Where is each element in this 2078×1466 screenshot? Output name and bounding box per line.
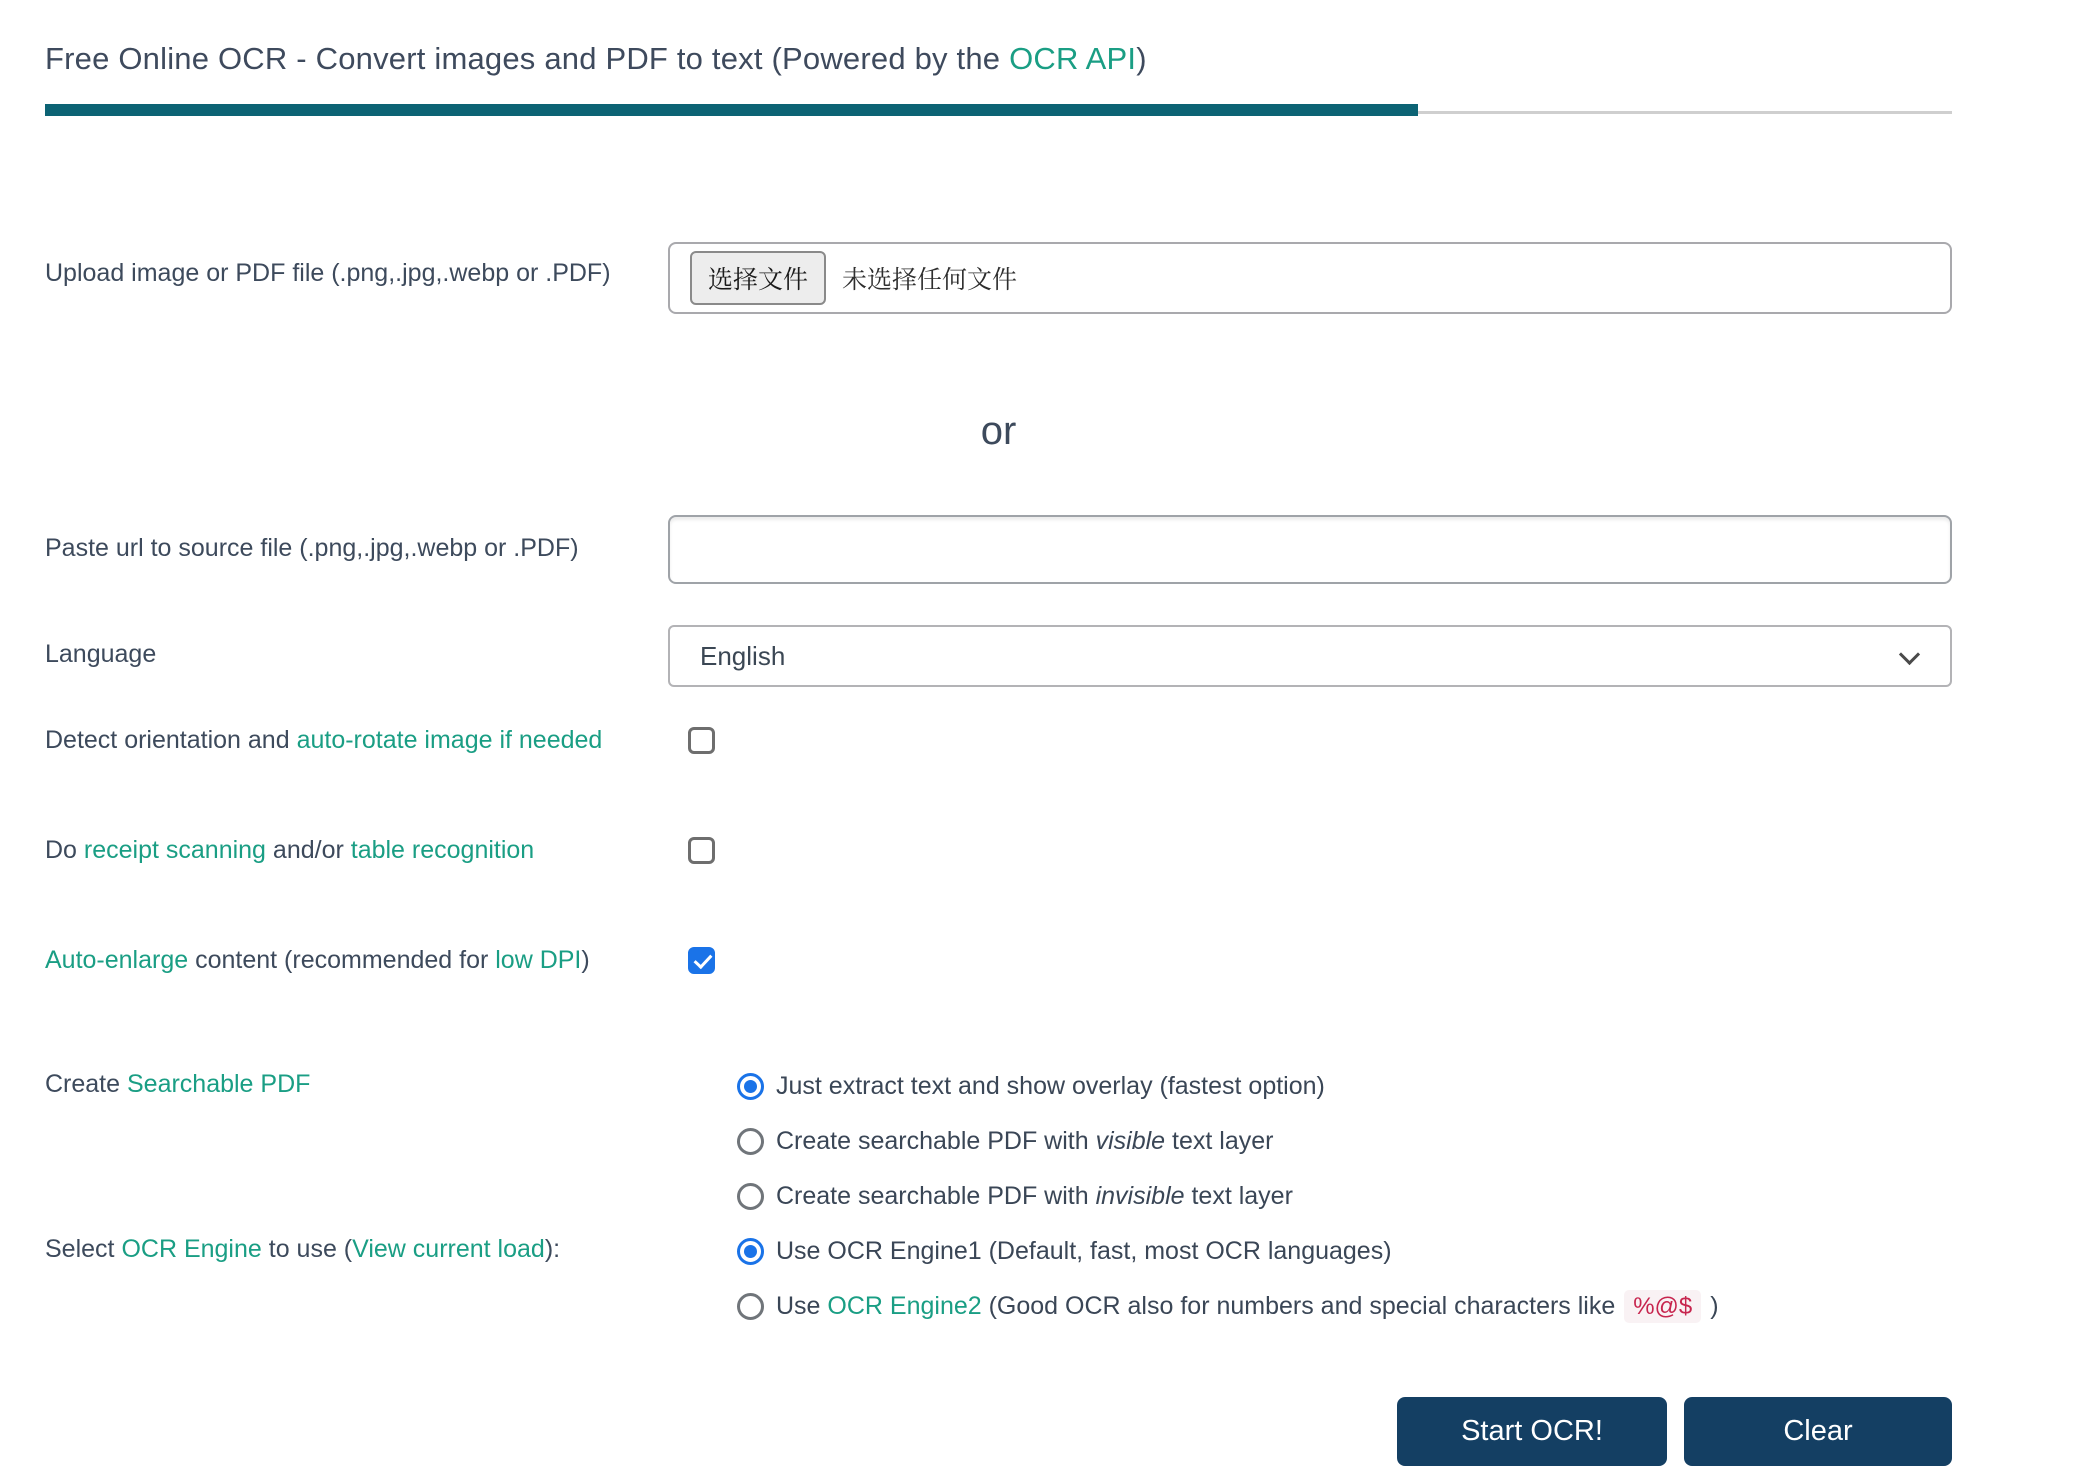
auto-enlarge-suffix-text: ) [581, 946, 590, 974]
divider-teal-bar [45, 104, 1418, 116]
choose-file-button[interactable]: 选择文件 [690, 251, 826, 305]
searchable-pdf-link[interactable]: Searchable PDF [126, 1070, 311, 1098]
ocr-engine-link[interactable]: OCR Engine [121, 1235, 262, 1263]
invisible-layer-radio[interactable] [737, 1183, 764, 1210]
select-text: Select [45, 1235, 122, 1263]
visible-word: visible [1095, 1127, 1166, 1155]
invisible-layer-prefix: Create searchable PDF with [776, 1182, 1096, 1210]
auto-enlarge-label [45, 945, 668, 976]
or-separator: or [980, 409, 1017, 453]
visible-layer-suffix: text layer [1165, 1127, 1274, 1155]
searchable-pdf-label [45, 1059, 668, 1100]
engine2-label [776, 1291, 1719, 1322]
detect-orientation-text: Detect orientation and [45, 726, 297, 754]
visible-layer-prefix: Create searchable PDF with [776, 1127, 1096, 1155]
radio-row-engine2 [668, 1279, 1952, 1334]
url-input[interactable] [668, 515, 1952, 584]
auto-enlarge-checkbox[interactable] [688, 947, 715, 974]
clear-button[interactable]: Clear [1684, 1397, 1952, 1466]
start-ocr-button[interactable]: Start OCR! [1397, 1397, 1667, 1466]
header-divider [45, 104, 1952, 116]
page-title [45, 40, 1952, 77]
language-row [45, 625, 1952, 687]
auto-enlarge-link[interactable]: Auto-enlarge [45, 946, 189, 974]
invisible-layer-suffix: text layer [1184, 1182, 1293, 1210]
engine2-radio[interactable] [737, 1293, 764, 1320]
engine2-link[interactable]: OCR Engine2 [827, 1292, 982, 1320]
receipt-table-checkbox[interactable] [688, 837, 715, 864]
searchable-pdf-section [45, 1059, 1952, 1224]
engine-label-suffix: ): [544, 1235, 561, 1263]
file-status-text: 未选择任何文件 [842, 266, 1018, 294]
engine2-middle: (Good OCR also for numbers and special characters like [981, 1292, 1623, 1320]
detect-orientation-row [45, 725, 1952, 759]
special-chars-code: %@$ [1624, 1290, 1701, 1323]
receipt-middle-text: and/or [265, 836, 351, 864]
upload-label: Upload image or PDF file (.png,.jpg,.webp or .PDF) [45, 259, 611, 287]
invisible-word: invisible [1095, 1182, 1185, 1210]
page-title-text: Free Online OCR - Convert images and PDF to text (Powered by the [45, 41, 1010, 76]
auto-enlarge-middle-text: content (recommended for [188, 946, 496, 974]
detect-orientation-label [45, 725, 668, 756]
action-buttons-row [45, 1397, 1952, 1466]
table-recognition-link[interactable]: table recognition [350, 836, 535, 864]
visible-layer-label [776, 1126, 1273, 1157]
detect-orientation-checkbox[interactable] [688, 727, 715, 754]
language-select[interactable] [668, 625, 1952, 687]
extract-text-label: Just extract text and show overlay (fastest option) [776, 1072, 1325, 1100]
engine1-radio[interactable] [737, 1238, 764, 1265]
paste-url-row [45, 515, 1952, 584]
receipt-table-label [45, 835, 668, 866]
file-upload-input[interactable] [668, 242, 1952, 314]
engine2-suffix: ) [1703, 1292, 1719, 1320]
paste-url-label: Paste url to source file (.png,.jpg,.webp or .PDF) [45, 534, 579, 562]
ocr-form [45, 242, 1952, 1466]
low-dpi-link[interactable]: low DPI [495, 946, 582, 974]
receipt-scanning-link[interactable]: receipt scanning [83, 836, 266, 864]
radio-row-visible-layer [668, 1114, 1952, 1169]
ocr-api-link[interactable]: OCR API [1009, 41, 1137, 76]
page-title-suffix: ) [1136, 41, 1147, 76]
radio-row-engine1 [668, 1224, 1952, 1279]
engine1-label: Use OCR Engine1 (Default, fast, most OCR languages) [776, 1237, 1392, 1265]
engine2-prefix: Use [776, 1292, 828, 1320]
radio-row-extract-text [668, 1059, 1952, 1114]
view-current-load-link[interactable]: View current load [352, 1235, 545, 1263]
auto-rotate-link[interactable]: auto-rotate image if needed [296, 726, 603, 754]
invisible-layer-label [776, 1181, 1293, 1212]
ocr-engine-section [45, 1224, 1952, 1334]
create-text: Create [45, 1070, 127, 1098]
language-label: Language [45, 640, 157, 668]
divider-gray-line [1418, 111, 1952, 114]
ocr-engine-label [45, 1224, 668, 1265]
visible-layer-radio[interactable] [737, 1128, 764, 1155]
auto-enlarge-row [45, 945, 1952, 979]
upload-row [45, 242, 1952, 314]
receipt-table-row [45, 835, 1952, 869]
extract-text-radio[interactable] [737, 1073, 764, 1100]
radio-row-invisible-layer [668, 1169, 1952, 1224]
to-use-text: to use ( [261, 1235, 353, 1263]
receipt-prefix-text: Do [45, 836, 84, 864]
